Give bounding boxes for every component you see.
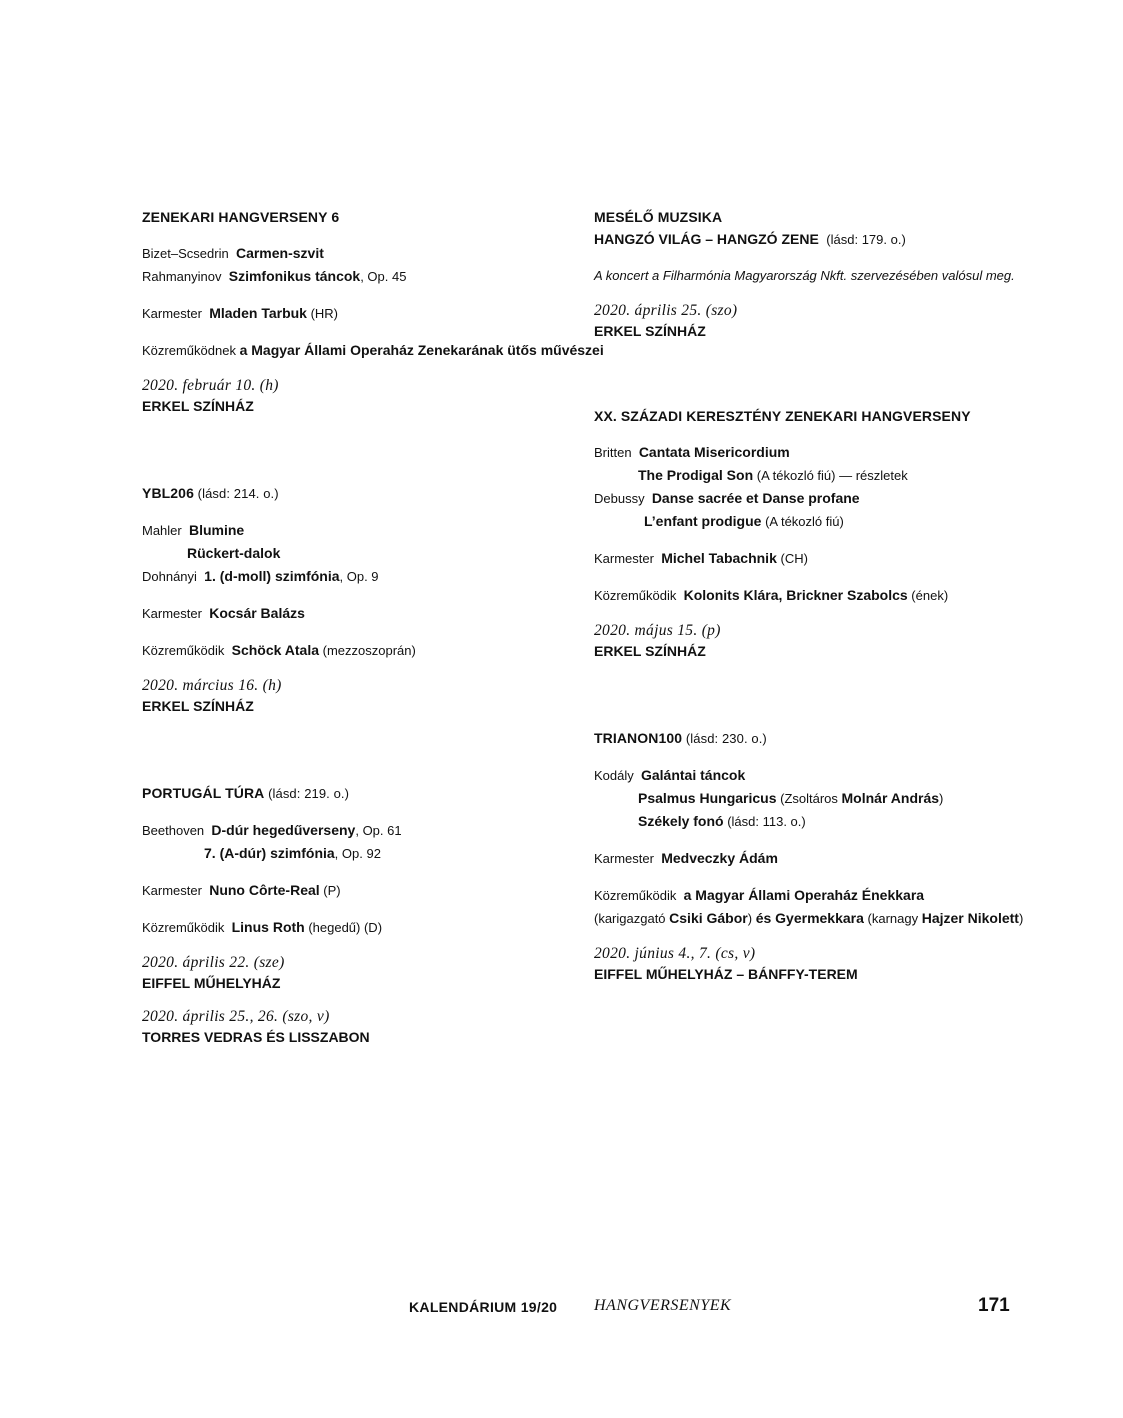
program-line: Psalmus Hungaricus (Zsoltáros Molnár András) [638, 790, 944, 806]
program-line: Bizet–Scsedrin Carmen-szvit [142, 245, 324, 261]
conductor-line: Karmester Nuno Côrte-Real (P) [142, 882, 341, 898]
concert-title: MESÉLŐ MUZSIKA [594, 209, 723, 225]
concert-title: XX. SZÁZADI KERESZTÉNY ZENEKARI HANGVERSENY [594, 408, 971, 424]
concert-venue: EIFFEL MŰHELYHÁZ [142, 975, 281, 991]
program-line: Rahmanyinov Szimfonikus táncok, Op. 45 [142, 268, 407, 284]
concert-subtitle: HANGZÓ VILÁG – HANGZÓ ZENE (lásd: 179. o.) [594, 231, 906, 247]
program-line: Mahler Blumine [142, 522, 245, 538]
program-line: The Prodigal Son (A tékozló fiú) — részletek [638, 467, 908, 483]
concert-venue: ERKEL SZÍNHÁZ [594, 643, 706, 659]
concert-venue: ERKEL SZÍNHÁZ [594, 323, 706, 339]
concert-title: YBL206 (lásd: 214. o.) [142, 485, 279, 501]
concert-meselo-muzsika [594, 206, 1034, 341]
footer-brand: KALENDÁRIUM 19/20 [409, 1299, 558, 1315]
performer-line: Közreműködik Kolonits Klára, Brickner Szabolcs (ének) [594, 587, 949, 603]
conductor-line: Karmester Michel Tabachnik (CH) [594, 550, 808, 566]
concert-date: 2020. május 15. (p) [594, 622, 721, 639]
performer-line: (karigazgató Csiki Gábor) és Gyermekkara (karnagy Hajzer Nikolett) [594, 910, 1024, 926]
concert-xx-szazadi [594, 405, 1034, 661]
conductor-line: Karmester Mladen Tarbuk (HR) [142, 305, 339, 321]
concert-title: ZENEKARI HANGVERSENY 6 [142, 209, 340, 225]
organizer-note: A koncert a Filharmónia Magyarország Nkft. szervezésében valósul meg. [594, 268, 1015, 283]
footer-section: HANGVERSENYEK [594, 1297, 732, 1314]
concert-venue: EIFFEL MŰHELYHÁZ – BÁNFFY-TEREM [594, 966, 858, 982]
performer-line: Közreműködik Linus Roth (hegedű) (D) [142, 919, 383, 935]
concert-date: 2020. február 10. (h) [142, 377, 279, 394]
program-line: Debussy Danse sacrée et Danse profane [594, 490, 860, 506]
program-line: Kodály Galántai táncok [594, 767, 746, 783]
concert-title: TRIANON100 (lásd: 230. o.) [594, 730, 767, 746]
program-line: Britten Cantata Misericordium [594, 444, 790, 460]
performer-line: Közreműködik a Magyar Állami Operaház Énekkara [594, 887, 925, 903]
program-line: Beethoven D-dúr hegedűverseny, Op. 61 [142, 822, 402, 838]
concert-portugal-tura [142, 782, 582, 1047]
conductor-line: Karmester Kocsár Balázs [142, 605, 305, 621]
program-line: 7. (A-dúr) szimfónia, Op. 92 [204, 845, 381, 861]
concert-trianon100 [594, 727, 1034, 984]
performer-line: Közreműködik Schöck Atala (mezzoszoprán) [142, 642, 416, 658]
concert-date: 2020. április 22. (sze) [142, 954, 285, 971]
program-line: Székely fonó (lásd: 113. o.) [638, 813, 806, 829]
concert-title: PORTUGÁL TÚRA (lásd: 219. o.) [142, 785, 350, 801]
program-line: Dohnányi 1. (d-moll) szimfónia, Op. 9 [142, 568, 379, 584]
concert-date: 2020. április 25., 26. (szo, v) [142, 1008, 330, 1025]
page-number: 171 [978, 1295, 1010, 1316]
performer-line: Közreműködnek a Magyar Állami Operaház Zenekarának ütős művészei [142, 342, 604, 358]
left-column [142, 206, 604, 1047]
concert-zenekari-hangverseny-6 [142, 206, 604, 416]
conductor-line: Karmester Medveczky Ádám [594, 850, 778, 866]
concert-date: 2020. március 16. (h) [142, 677, 282, 694]
concert-date: 2020. június 4., 7. (cs, v) [594, 945, 756, 962]
concert-venue: TORRES VEDRAS ÉS LISSZABON [142, 1029, 370, 1045]
concert-ybl206 [142, 482, 582, 716]
concert-venue: ERKEL SZÍNHÁZ [142, 398, 254, 414]
right-column [594, 206, 1034, 984]
concert-date: 2020. április 25. (szo) [594, 302, 738, 319]
concert-venue: ERKEL SZÍNHÁZ [142, 698, 254, 714]
program-line: L’enfant prodigue (A tékozló fiú) [644, 513, 844, 529]
program-line: Rückert-dalok [187, 545, 281, 561]
